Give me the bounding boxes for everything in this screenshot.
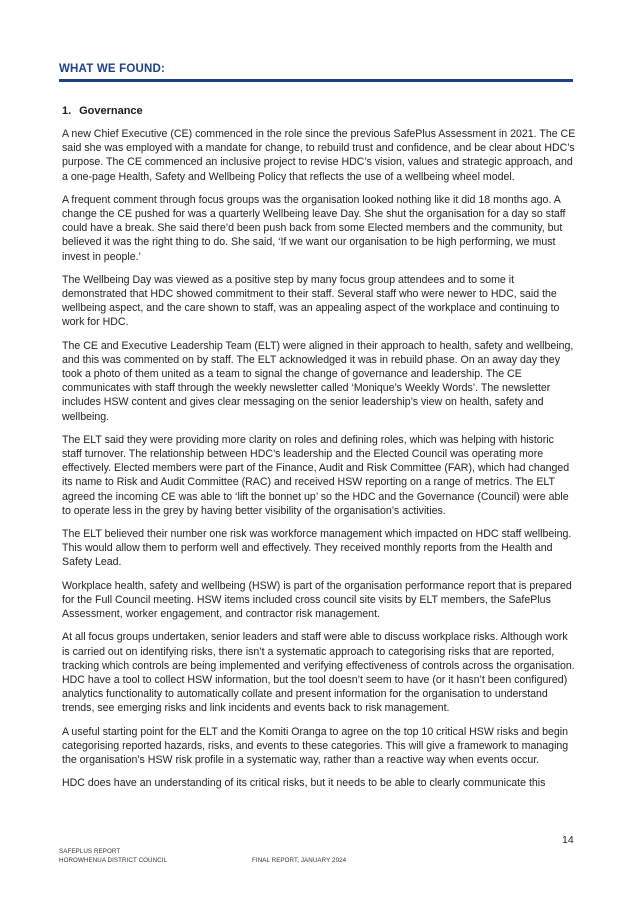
paragraph: A useful starting point for the ELT and the Komiti Oranga to agree on the top 10 critical HSW risks and begin categorising reported hazards, risks, and events to these categories. This will give a framework to managing the organisation’s HSW risk profile in a systematic way, rather than a reactive way when events occur.	[62, 725, 569, 766]
paragraph: A new Chief Executive (CE) commenced in the role since the previous SafePlus Assessment in 2021. The CE said she was employed with a mandate for change, to rebuild trust and confidence, and be clear about HDC’s purpose. The CE commenced an inclusive project to revise HDC’s vision, values and strategic approach, and a one-page Health, Safety and Wellbeing Policy that reflects the use of a wellbeing wheel model.	[62, 128, 576, 183]
footer-report-name: SAFEPLUS REPORT	[59, 848, 121, 855]
footer-report-status: FINAL REPORT, JANUARY 2024	[252, 857, 347, 864]
section-heading: WHAT WE FOUND:	[59, 63, 166, 75]
paragraph: HDC does have an understanding of its critical risks, but it needs to be able to clearly communicate this	[62, 777, 546, 790]
paragraph: The CE and Executive Leadership Team (ELT) were aligned in their approach to health, safety and wellbeing, and this was commented on by staff. The ELT acknowledged it was in rebuild phase. On an away day they took a photo of them united as a team to signal the change of governance and leadership. The CE communicates with staff through the weekly newsletter called ‘Monique’s Weekly Words’. The newsletter includes HSW content and gives clear messaging on the senior leadership’s view on health, safety and wellbeing.	[62, 339, 574, 423]
paragraph: At all focus groups undertaken, senior leaders and staff were able to discuss workplace risks. Although work is carried out on identifying risks, there isn’t a systematic approach to categorising risks that are reported, tracking which controls are being implemented and verifying effectiveness of controls across the organisation. HDC have a tool to collect HSW information, but the tool doesn’t seem to have (or it hasn’t been configured) analytics functionality to automatically collate and present information for the organisation to understand trends, see emerging risks and link incidents and events back to risk management.	[62, 631, 575, 715]
heading-divider	[59, 79, 573, 82]
paragraph: A frequent comment through focus groups was the organisation looked nothing like it did 18 months ago. A change the CE pushed for was a quarterly Wellbeing leave Day. She shut the organisation for a day so staff could have a break. She said there’d been push back from some Elected members and the community, but believed it was the right thing to do. She said, ‘If we want our organisation to be high performing, we must invest in people.’	[62, 193, 566, 263]
paragraph: The ELT believed their number one risk was workforce management which impacted on HDC staff wellbeing. This would allow them to perform well and effectively. They received monthly reports from the Health and Safety Lead.	[62, 528, 572, 569]
paragraph: Workplace health, safety and wellbeing (HSW) is part of the organisation performance report that is prepared for the Full Council meeting. HSW items included cross council site visits by ELT members, the SafePlus Assessment, worker engagement, and contractor risk management.	[62, 579, 572, 621]
page-number: 14	[562, 834, 574, 846]
subsection-title: Governance	[79, 105, 143, 117]
subsection-heading	[62, 104, 576, 118]
footer-report-info	[59, 847, 167, 865]
paragraph: The ELT said they were providing more clarity on roles and defining roles, which was helping with historic staff turnover. The relationship between HDC’s leadership and the Elected Council was operating more effectively. Elected members were part of the Finance, Audit and Risk Committee (FAR), which had changed its name to Risk and Audit Committee (RAC) and received HSW reporting on a range of metrics. The ELT agreed the incoming CE was able to ‘lift the bonnet up’ so the HDC and the Governance (Council) were able to operate less in the grey by having better visibility of the organisation’s activities.	[62, 433, 570, 517]
paragraph: The Wellbeing Day was viewed as a positive step by many focus group attendees and to some it demonstrated that HDC showed commitment to their staff. Several staff who were newer to HDC, said the wellbeing aspect, and the care shown to staff, was an appealing aspect of the workplace and continuing to work for HDC.	[62, 273, 560, 329]
footer-organisation: HOROWHENUA DISTRICT COUNCIL	[59, 857, 168, 864]
page-content	[62, 104, 576, 799]
subsection-number: 1.	[62, 105, 72, 117]
